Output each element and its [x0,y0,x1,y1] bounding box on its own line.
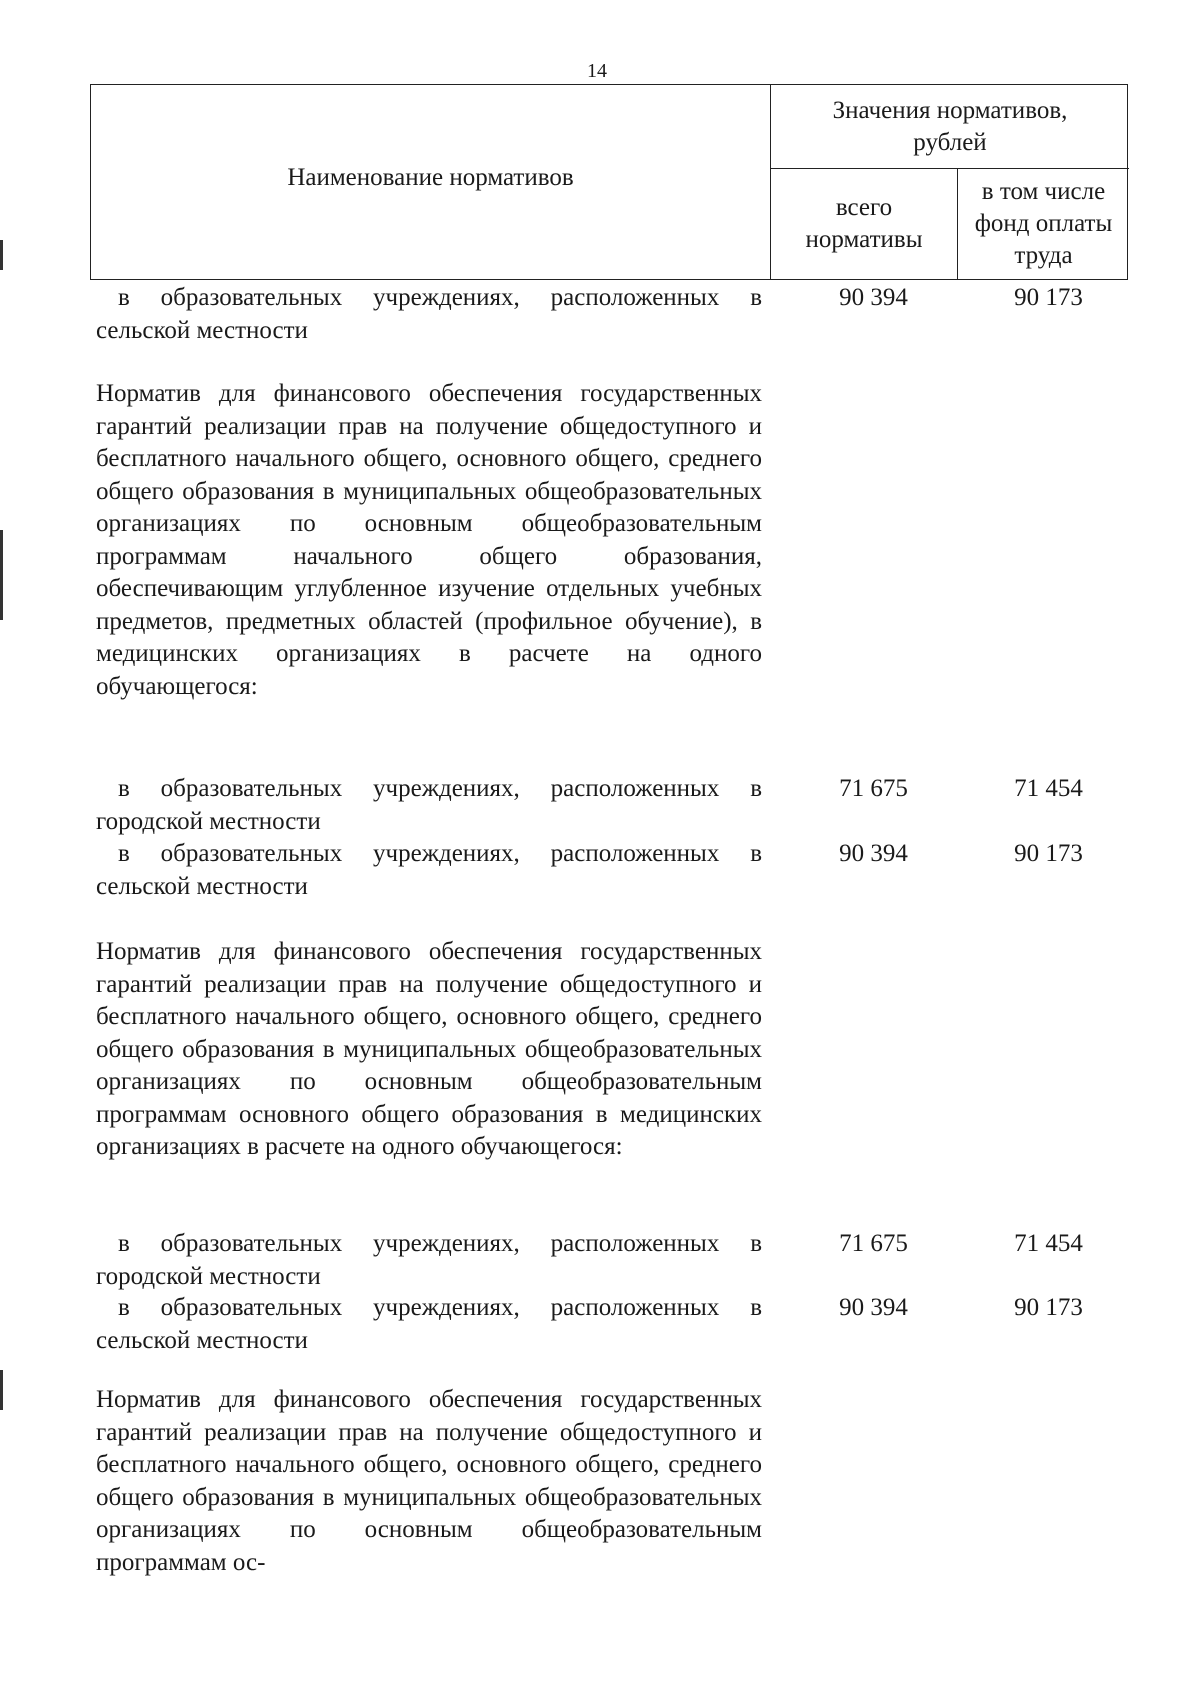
header-wage-line2: фонд оплаты [974,210,1113,237]
row-description: в образовательных учреждениях, расположенных в сельской местности [96,284,762,344]
table-header [90,84,1128,280]
header-wage-column [958,169,1129,279]
row-wage-value: 71 454 [1014,1230,1083,1257]
row-total-value: 90 394 [839,1294,908,1321]
normative-paragraph: Норматив для финансового обеспечения государственных гарантий реализации прав на получение общедоступного и бесплатного начального общего, основного общего, среднего общего образования в муниципальных общеобразовательных организациях по основным общеобразовательным программам ос- [96,1386,762,1576]
scan-edge-mark [0,240,3,270]
row-description: в образовательных учреждениях, расположенных в городской местности [96,1230,762,1290]
page-number: 14 [587,60,607,82]
scan-edge-mark [0,1370,3,1410]
row-total-value: 71 675 [839,1230,908,1257]
header-total-line1: всего [835,194,893,221]
header-wage-line3: труда [1014,242,1073,269]
header-wage-line1: в том числе [981,178,1106,205]
row-total-value: 71 675 [839,775,908,802]
row-total-value: 90 394 [839,284,908,311]
row-description: в образовательных учреждениях, расположенных в сельской местности [96,840,762,900]
row-description: в образовательных учреждениях, расположенных в сельской местности [96,1294,762,1354]
row-wage-value: 90 173 [1014,1294,1083,1321]
row-wage-value: 90 173 [1014,840,1083,867]
header-name-column: Наименование нормативов [91,85,771,279]
row-total-value: 90 394 [839,840,908,867]
normative-paragraph: Норматив для финансового обеспечения государственных гарантий реализации прав на получение общедоступного и бесплатного начального общего, основного общего, среднего общего образования в муниципальных общеобразовательных организациях по основным общеобразовательным программам основного общего образования в медицинских организациях в расчете на одного обучающегося: [96,938,762,1160]
normative-paragraph: Норматив для финансового обеспечения государственных гарантий реализации прав на получение общедоступного и бесплатного начального общего, основного общего, среднего общего образования в муниципальных общеобразовательных организациях по основным общеобразовательным программам начального общего образования, обеспечивающим углубленное изучение отдельных учебных предметов, предметных областей (профильное обучение), в медицинских организациях в расчете на одного обучающегося: [96,380,762,700]
row-wage-value: 71 454 [1014,775,1083,802]
row-wage-value: 90 173 [1014,284,1083,311]
row-description: в образовательных учреждениях, расположенных в городской местности [96,775,762,835]
header-values-column [771,85,1129,169]
header-total-line2: нормативы [805,226,923,253]
header-total-column [771,169,958,279]
scan-edge-mark [0,530,3,620]
header-values-line2: рублей [913,128,987,156]
header-values-line1: Значения нормативов, [832,96,1068,124]
